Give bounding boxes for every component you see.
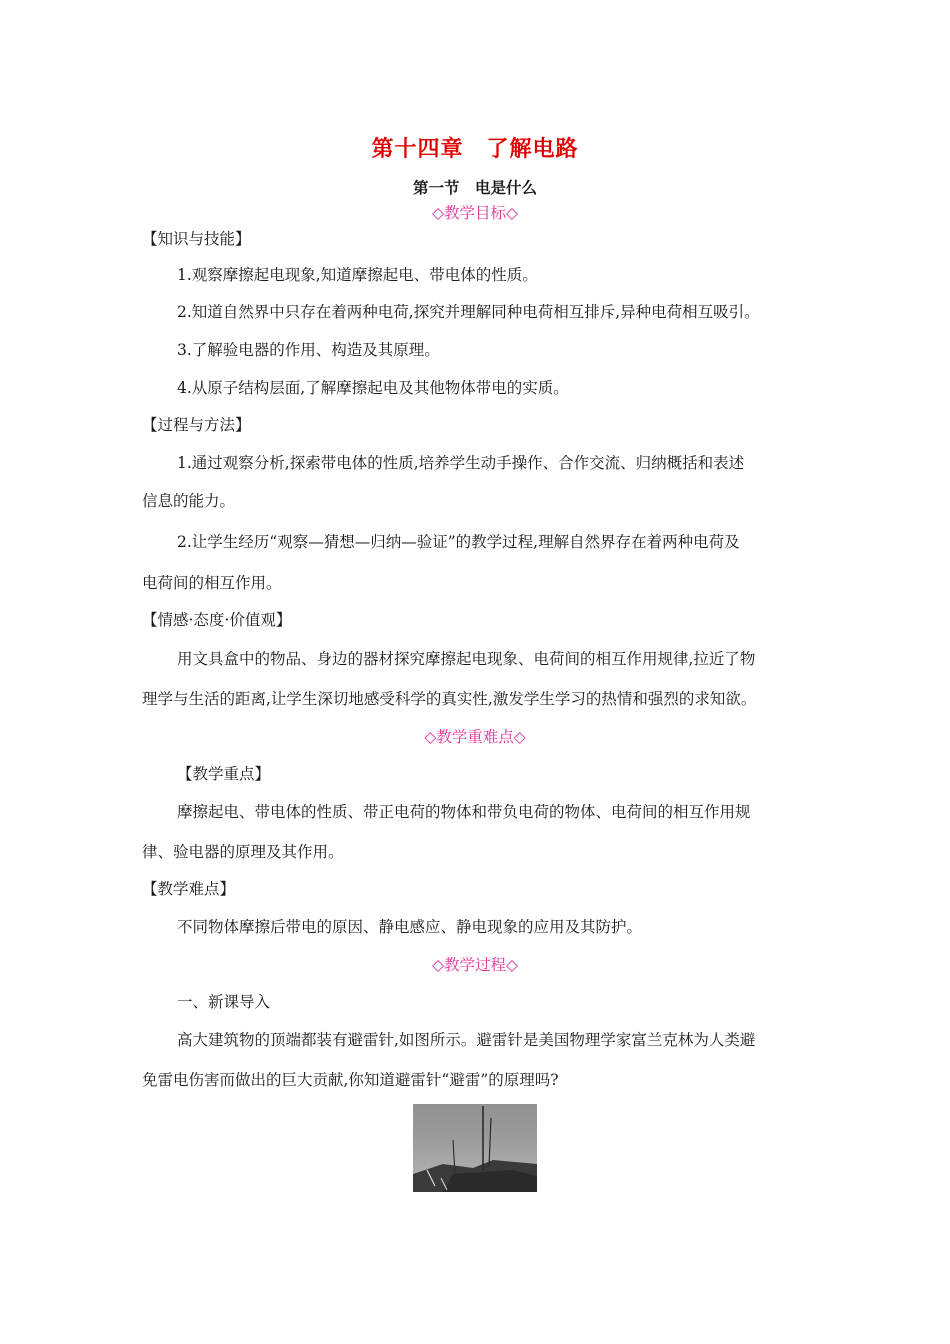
teaching-process-heading: ◇教学过程◇ (432, 956, 518, 974)
key-points-heading: ◇教学重难点◇ (424, 728, 526, 746)
intro-text-line-2: 免雷电伤害而做出的巨大贡献,你知道避雷针“避雷”的原理吗? (142, 1071, 559, 1089)
knowledge-item-3: 3.了解验电器的作用、构造及其原理。 (177, 341, 440, 359)
difficulty-text: 不同物体摩擦后带电的原因、静电感应、静电现象的应用及其防护。 (177, 918, 643, 936)
emotion-text-line-1: 用文具盒中的物品、身边的器材探究摩擦起电现象、电荷间的相互作用规律,拉近了物 (177, 650, 756, 668)
intro-text-line-1: 高大建筑物的顶端都装有避雷针,如图所示。避雷针是美国物理学家富兰克林为人类避 (177, 1031, 756, 1049)
focus-text-line-1: 摩擦起电、带电体的性质、带正电荷的物体和带负电荷的物体、电荷间的相互作用规 (177, 803, 751, 821)
difficulty-heading: 【教学难点】 (142, 880, 236, 898)
lightning-rod-illustration (413, 1104, 537, 1192)
section-title: 第一节 电是什么 (412, 179, 537, 197)
process-item-2-line-1: 2.让学生经历“观察—猜想—归纳—验证”的教学过程,理解自然界存在着两种电荷及 (177, 533, 740, 551)
process-item-1-line-2: 信息的能力。 (142, 492, 236, 510)
intro-heading: 一、新课导入 (177, 993, 271, 1011)
knowledge-item-1: 1.观察摩擦起电现象,知道摩擦起电、带电体的性质。 (177, 266, 538, 284)
process-item-2-line-2: 电荷间的相互作用。 (142, 574, 282, 592)
knowledge-item-4: 4.从原子结构层面,了解摩擦起电及其他物体带电的实质。 (177, 379, 569, 397)
focus-heading: 【教学重点】 (177, 765, 271, 783)
process-item-1-line-1: 1.通过观察分析,探索带电体的性质,培养学生动手操作、合作交流、归纳概括和表述 (177, 454, 745, 472)
knowledge-item-2: 2.知道自然界中只存在着两种电荷,探究并理解同种电荷相互排斥,异种电荷相互吸引。 (177, 303, 760, 321)
goals-heading: ◇教学目标◇ (432, 204, 518, 222)
focus-text-line-2: 律、验电器的原理及其作用。 (142, 843, 344, 861)
chapter-title: 第十四章 了解电路 (371, 137, 579, 162)
process-heading: 【过程与方法】 (142, 416, 251, 434)
emotion-text-line-2: 理学与生活的距离,让学生深切地感受科学的真实性,激发学生学习的热情和强烈的求知欲。 (142, 690, 757, 708)
emotion-heading: 【情感·态度·价值观】 (142, 611, 292, 629)
knowledge-heading: 【知识与技能】 (142, 230, 251, 248)
lightning-rod-photo (413, 1104, 537, 1192)
